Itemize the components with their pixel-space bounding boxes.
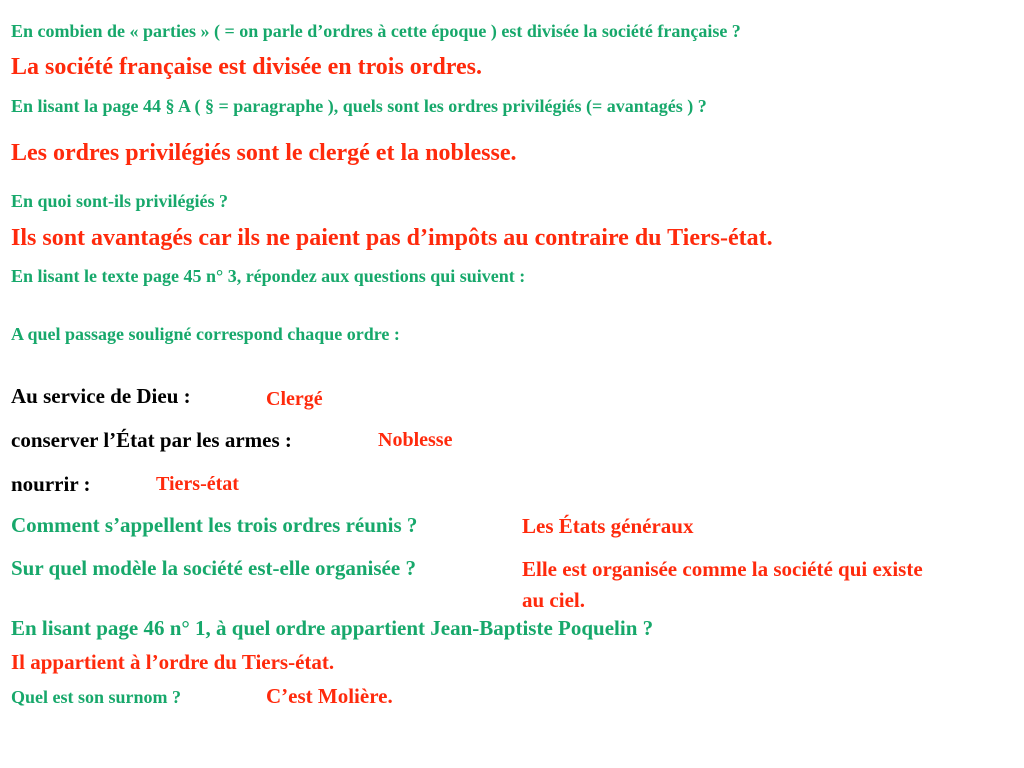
question-why-privileged: En quoi sont-ils privilégiés ? — [11, 191, 229, 211]
question-privileged-orders: En lisant la page 44 § A ( § = paragraphe ), quels sont les ordres privilégiés (= avantagés ) ? — [11, 96, 707, 116]
question-ordres-count: En combien de « parties » ( = on parle d’ordres à cette époque ) est divisée la société française ? — [11, 21, 741, 41]
answer-ordres-count: La société française est divisée en trois ordres. — [11, 54, 483, 80]
answer-moliere: C’est Molière. — [266, 684, 393, 708]
answer-why-privileged: Ils sont avantagés car ils ne paient pas d’impôts au contraire du Tiers-état. — [11, 225, 773, 251]
answer-modele-line-2: au ciel. — [522, 588, 585, 612]
answer-privileged-orders: Les ordres privilégiés sont le clergé et la noblesse. — [11, 140, 517, 166]
question-underlined-passage: A quel passage souligné correspond chaque ordre : — [11, 324, 400, 344]
answer-modele-line-1: Elle est organisée comme la société qui existe — [522, 557, 923, 581]
answer-noblesse: Noblesse — [378, 429, 453, 451]
answer-clerge: Clergé — [266, 388, 323, 410]
question-ordres-reunis: Comment s’appellent les trois ordres réunis ? — [11, 513, 418, 537]
question-modele-societe: Sur quel modèle la société est-elle organisée ? — [11, 556, 416, 580]
prompt-service-dieu: Au service de Dieu : — [11, 384, 191, 408]
answer-poquelin-ordre: Il appartient à l’ordre du Tiers-état. — [11, 650, 335, 674]
prompt-nourrir: nourrir : — [11, 472, 91, 496]
answer-tiers-etat: Tiers-état — [156, 473, 239, 495]
prompt-conserver-etat: conserver l’État par les armes : — [11, 428, 292, 452]
question-surnom: Quel est son surnom ? — [11, 687, 182, 707]
instruction-text-page-45: En lisant le texte page 45 n° 3, répondez aux questions qui suivent : — [11, 266, 526, 286]
question-poquelin-ordre: En lisant page 46 n° 1, à quel ordre appartient Jean-Baptiste Poquelin ? — [11, 616, 654, 640]
answer-etats-generaux: Les États généraux — [522, 514, 694, 538]
